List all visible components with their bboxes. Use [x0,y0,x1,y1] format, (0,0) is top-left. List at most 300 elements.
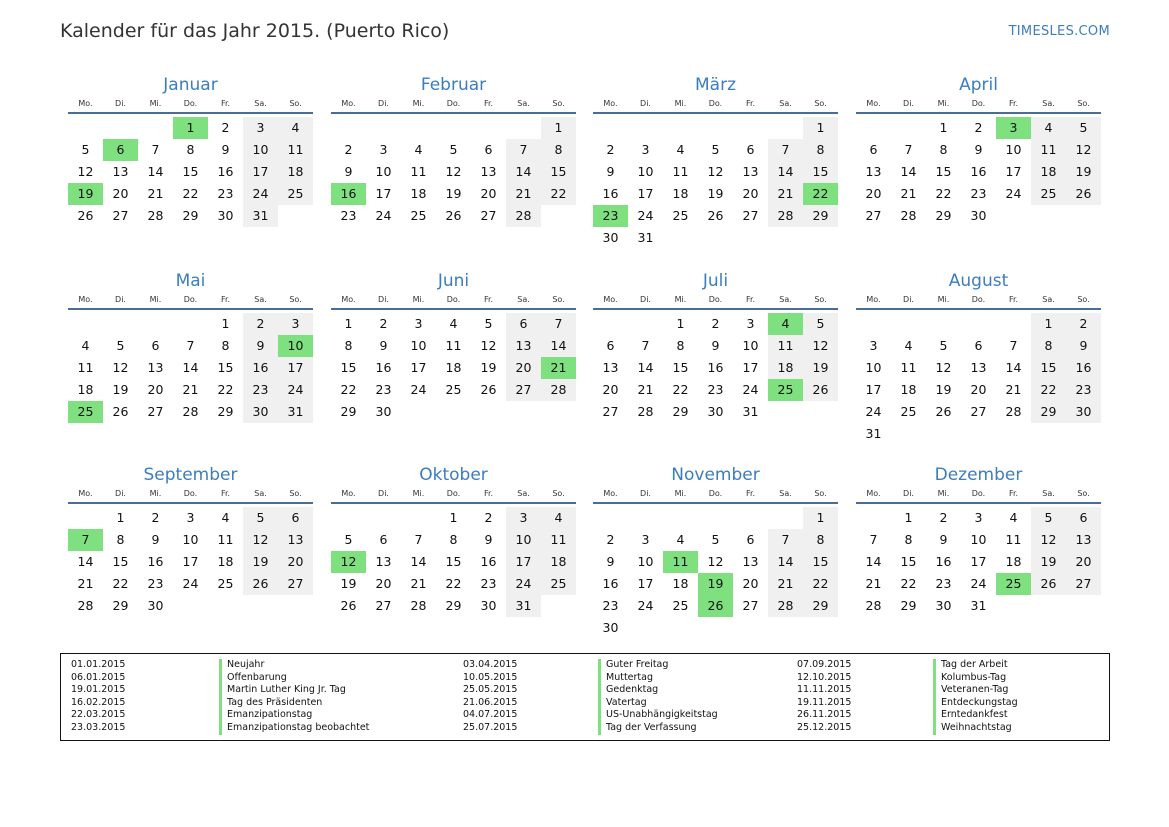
month-block [856,464,1101,617]
day-cell: 3 [869,338,878,353]
day-cell: 30 [375,404,392,419]
weekday-label: Di. [378,489,389,498]
day-cell: 28 [506,205,541,227]
day-cell: 30 [147,598,164,613]
day-cell: 29 [445,598,462,613]
legend-holiday-name: Kolumbus-Tag [933,672,1018,685]
day-cell: 20 [480,186,497,201]
day-cell: 9 [151,532,160,547]
day-cell: 21 [506,183,541,205]
weekday-label: Mo. [866,99,881,108]
day-cell: 30 [970,208,987,223]
day-cell: 16 [707,360,724,375]
day-cell: 12 [1066,139,1101,161]
day-cell: 28 [147,208,164,223]
day-cell: 20 [375,576,392,591]
day-cell: 10 [243,139,278,161]
day-cell: 6 [506,313,541,335]
day-cell: 4 [904,338,913,353]
day-cell: 12 [1031,529,1066,551]
weekday-label: Mi. [412,489,425,498]
weekday-label: Mo. [603,99,618,108]
day-cell: 15 [900,554,917,569]
day-cell: 23 [375,382,392,397]
holiday-day-cell: 16 [331,183,366,205]
legend-date: 25.12.2015 [797,721,852,733]
day-cell: 1 [221,316,230,331]
empty-cell [436,117,471,139]
weekday-header [331,98,576,114]
day-cell: 23 [707,382,724,397]
day-cell: 19 [935,382,952,397]
weekday-label: So. [814,489,827,498]
legend-date: 01.01.2015 [71,659,126,670]
holiday-day-cell: 26 [698,595,733,617]
day-cell: 23 [480,576,497,591]
day-cell: 11 [217,532,234,547]
day-cell: 29 [803,205,838,227]
day-cell: 10 [865,360,882,375]
day-cell: 11 [410,164,427,179]
day-cell: 23 [217,186,234,201]
day-cell: 29 [1031,401,1066,423]
day-cell: 18 [900,382,917,397]
month-name: Juni [437,271,470,291]
day-cell: 30 [480,598,497,613]
weekday-label: Mo. [866,295,881,304]
day-cell: 20 [742,186,759,201]
day-cell: 18 [410,186,427,201]
day-cell: 23 [1066,379,1101,401]
empty-cell [173,313,208,335]
day-cell: 22 [445,576,462,591]
day-cell: 9 [711,338,720,353]
day-cell: 20 [742,576,759,591]
empty-cell [68,507,103,529]
day-cell: 20 [112,186,129,201]
day-cell: 26 [935,404,952,419]
empty-cell [891,313,926,335]
day-cell: 2 [711,316,720,331]
holiday-legend [60,653,1110,741]
weekday-label: Mo. [341,489,356,498]
holiday-day-cell: 3 [996,117,1031,139]
day-cell: 17 [637,576,654,591]
day-cell: 26 [803,379,838,401]
day-cell: 26 [243,573,278,595]
legend-holiday-name: Tag der Arbeit [933,659,1018,672]
day-cell: 31 [637,230,654,245]
day-grid [856,117,1101,227]
weekday-label: Do. [971,99,986,108]
weekday-header [68,294,313,310]
legend-date: 25.07.2015 [463,721,518,733]
empty-cell [996,313,1031,335]
day-cell: 8 [904,532,913,547]
day-cell: 19 [803,357,838,379]
day-cell: 19 [707,186,724,201]
holiday-day-cell: 10 [278,335,313,357]
legend-date: 10.05.2015 [463,671,518,683]
weekday-label: Do. [183,99,198,108]
day-cell: 1 [344,316,353,331]
weekday-label: Mo. [341,99,356,108]
legend-holiday-name: Martin Luther King Jr. Tag [219,684,369,697]
day-cell: 16 [147,554,164,569]
empty-cell [103,117,138,139]
day-cell: 9 [379,338,388,353]
day-cell: 3 [186,510,195,525]
day-cell: 9 [344,164,353,179]
empty-cell [593,117,628,139]
weekday-label: Mi. [674,295,687,304]
day-cell: 24 [637,208,654,223]
day-cell: 10 [182,532,199,547]
day-cell: 14 [637,360,654,375]
day-cell: 1 [1031,313,1066,335]
day-cell: 11 [541,529,576,551]
day-cell: 7 [151,142,160,157]
holiday-day-cell: 4 [768,313,803,335]
legend-holiday-name: Emanzipationstag [219,709,369,722]
day-cell: 15 [182,164,199,179]
weekday-label: Sa. [1042,99,1055,108]
day-cell: 6 [1066,507,1101,529]
day-cell: 4 [449,316,458,331]
month-block [68,270,313,423]
day-cell: 23 [602,598,619,613]
day-cell: 9 [1066,335,1101,357]
empty-cell [856,117,891,139]
day-cell: 27 [742,208,759,223]
legend-holiday-name: Offenbarung [219,672,369,685]
day-cell: 16 [217,164,234,179]
weekday-label: Fr. [745,99,756,108]
day-cell: 20 [602,382,619,397]
day-cell: 1 [449,510,458,525]
weekday-header [856,294,1101,310]
day-cell: 21 [1005,382,1022,397]
legend-date: 22.03.2015 [71,709,126,721]
day-cell: 11 [77,360,94,375]
legend-holiday-name: Neujahr [219,659,369,672]
day-cell: 3 [243,117,278,139]
day-cell: 5 [81,142,90,157]
day-cell: 20 [506,357,541,379]
day-cell: 2 [939,510,948,525]
day-cell: 22 [900,576,917,591]
day-cell: 12 [707,554,724,569]
day-cell: 14 [541,335,576,357]
day-cell: 22 [803,573,838,595]
day-cell: 13 [970,360,987,375]
weekday-label: So. [552,99,565,108]
holiday-day-cell: 6 [103,139,138,161]
day-cell: 8 [803,529,838,551]
empty-cell [961,313,996,335]
legend-holiday-name: Weihnachtstag [933,722,1018,735]
day-cell: 17 [742,360,759,375]
day-cell: 15 [541,161,576,183]
day-cell: 21 [768,573,803,595]
day-cell: 2 [344,142,353,157]
day-cell: 8 [803,139,838,161]
day-cell: 28 [900,208,917,223]
weekday-label: Fr. [483,99,494,108]
day-cell: 6 [151,338,160,353]
empty-cell [331,117,366,139]
weekday-label: Di. [115,295,126,304]
weekday-label: So. [1077,295,1090,304]
weekday-label: Di. [640,99,651,108]
day-cell: 4 [81,338,90,353]
weekday-label: Sa. [517,99,530,108]
day-cell: 11 [1031,139,1066,161]
day-cell: 22 [672,382,689,397]
day-cell: 17 [865,382,882,397]
legend-date: 21.06.2015 [463,696,518,708]
day-cell: 12 [445,164,462,179]
weekday-label: Di. [903,295,914,304]
legend-date: 19.11.2015 [797,696,852,708]
weekday-label: Do. [971,489,986,498]
weekday-label: Do. [708,99,723,108]
day-cell: 14 [410,554,427,569]
day-cell: 3 [278,313,313,335]
day-cell: 26 [1031,573,1066,595]
legend-date: 11.11.2015 [797,684,852,696]
day-cell: 10 [637,554,654,569]
legend-holiday-name: Emanzipationstag beobachtet [219,722,369,735]
day-cell: 2 [1066,313,1101,335]
day-cell: 7 [641,338,650,353]
day-cell: 22 [935,186,952,201]
day-cell: 28 [77,598,94,613]
weekday-label: So. [1077,489,1090,498]
day-cell: 13 [375,554,392,569]
day-cell: 1 [803,507,838,529]
month-block [856,74,1101,227]
day-cell: 28 [410,598,427,613]
day-cell: 23 [340,208,357,223]
day-cell: 20 [147,382,164,397]
weekday-label: Mi. [674,489,687,498]
day-cell: 28 [768,595,803,617]
day-cell: 24 [506,573,541,595]
day-cell: 8 [186,142,195,157]
day-cell: 13 [742,554,759,569]
day-cell: 27 [112,208,129,223]
weekday-label: Fr. [220,99,231,108]
weekday-label: Sa. [254,295,267,304]
day-cell: 9 [484,532,493,547]
weekday-label: So. [289,295,302,304]
day-cell: 25 [541,573,576,595]
day-cell: 18 [278,161,313,183]
legend-holiday-name: Tag der Verfassung [598,722,718,735]
empty-cell [663,507,698,529]
day-cell: 2 [974,120,983,135]
day-cell: 5 [344,532,353,547]
day-cell: 7 [414,532,423,547]
day-cell: 2 [221,120,230,135]
day-cell: 15 [1031,357,1066,379]
day-cell: 9 [606,554,615,569]
day-cell: 1 [904,510,913,525]
day-cell: 7 [541,313,576,335]
day-cell: 27 [865,208,882,223]
legend-date: 04.07.2015 [463,709,518,721]
legend-date: 07.09.2015 [797,659,852,670]
day-cell: 7 [904,142,913,157]
day-cell: 17 [278,357,313,379]
day-grid [593,117,838,249]
day-cell: 4 [414,142,423,157]
day-cell: 21 [865,576,882,591]
weekday-label: Mo. [341,295,356,304]
day-cell: 12 [707,164,724,179]
day-cell: 26 [707,208,724,223]
empty-cell [663,117,698,139]
weekday-label: Fr. [483,489,494,498]
day-cell: 19 [1066,161,1101,183]
day-grid [331,313,576,423]
day-cell: 18 [541,551,576,573]
day-cell: 10 [506,529,541,551]
day-cell: 1 [803,117,838,139]
weekday-label: Do. [183,489,198,498]
day-cell: 1 [939,120,948,135]
month-name: Februar [420,75,487,95]
day-cell: 15 [340,360,357,375]
weekday-label: Sa. [1042,489,1055,498]
day-cell: 27 [970,404,987,419]
day-cell: 16 [480,554,497,569]
weekday-label: So. [552,489,565,498]
legend-name-column [598,659,718,735]
day-cell: 8 [221,338,230,353]
month-block [593,464,838,639]
holiday-day-cell: 12 [331,551,366,573]
day-cell: 27 [1066,573,1101,595]
day-cell: 22 [1031,379,1066,401]
day-cell: 14 [768,551,803,573]
day-cell: 2 [243,313,278,335]
empty-cell [506,117,541,139]
month-block [593,74,838,249]
weekday-label: So. [814,295,827,304]
weekday-label: Di. [903,489,914,498]
day-cell: 1 [676,316,685,331]
day-cell: 16 [970,164,987,179]
empty-cell [138,313,173,335]
day-cell: 24 [1005,186,1022,201]
day-cell: 6 [606,338,615,353]
day-cell: 6 [484,142,493,157]
day-cell: 28 [637,404,654,419]
brand-link[interactable]: TIMESLES.COM [1008,24,1110,39]
day-cell: 4 [221,510,230,525]
month-block [331,270,576,423]
legend-holiday-name: Veteranen-Tag [933,684,1018,697]
day-cell: 9 [243,335,278,357]
day-cell: 19 [112,382,129,397]
day-cell: 25 [278,183,313,205]
month-name: Januar [163,75,218,95]
day-cell: 27 [278,573,313,595]
day-cell: 26 [480,382,497,397]
weekday-header [593,98,838,114]
day-cell: 3 [414,316,423,331]
day-cell: 23 [147,576,164,591]
day-cell: 11 [278,139,313,161]
month-name: November [671,465,760,485]
weekday-label: Mi. [674,99,687,108]
day-cell: 20 [865,186,882,201]
weekday-header [331,488,576,504]
day-cell: 11 [768,335,803,357]
day-cell: 11 [900,360,917,375]
empty-cell [856,507,891,529]
day-cell: 7 [186,338,195,353]
holiday-day-cell: 21 [541,357,576,379]
day-cell: 14 [77,554,94,569]
legend-date-column [797,659,851,735]
month-block [331,74,576,227]
weekday-label: Mi. [149,295,162,304]
day-cell: 13 [742,164,759,179]
empty-cell [103,313,138,335]
day-cell: 21 [768,183,803,205]
day-cell: 13 [602,360,619,375]
day-cell: 24 [410,382,427,397]
day-cell: 25 [217,576,234,591]
legend-date: 23.03.2015 [71,721,126,733]
day-cell: 15 [672,360,689,375]
weekday-label: Di. [115,489,126,498]
month-name: September [143,465,238,485]
weekday-header [68,488,313,504]
day-cell: 15 [935,164,952,179]
day-cell: 8 [541,139,576,161]
day-cell: 24 [742,382,759,397]
empty-cell [891,117,926,139]
day-cell: 30 [243,401,278,423]
empty-cell [856,313,891,335]
weekday-label: Di. [640,489,651,498]
day-cell: 17 [970,554,987,569]
weekday-label: Do. [446,295,461,304]
day-cell: 29 [900,598,917,613]
day-cell: 8 [116,532,125,547]
empty-cell [698,507,733,529]
day-cell: 28 [182,404,199,419]
day-cell: 29 [340,404,357,419]
weekday-label: Fr. [745,295,756,304]
day-cell: 18 [445,360,462,375]
empty-cell [68,117,103,139]
day-cell: 13 [480,164,497,179]
empty-cell [138,117,173,139]
day-grid [68,313,313,423]
weekday-label: Sa. [254,99,267,108]
weekday-label: Mi. [412,295,425,304]
day-cell: 8 [676,338,685,353]
empty-cell [628,117,663,139]
empty-cell [628,313,663,335]
day-cell: 18 [672,576,689,591]
day-cell: 6 [746,142,755,157]
